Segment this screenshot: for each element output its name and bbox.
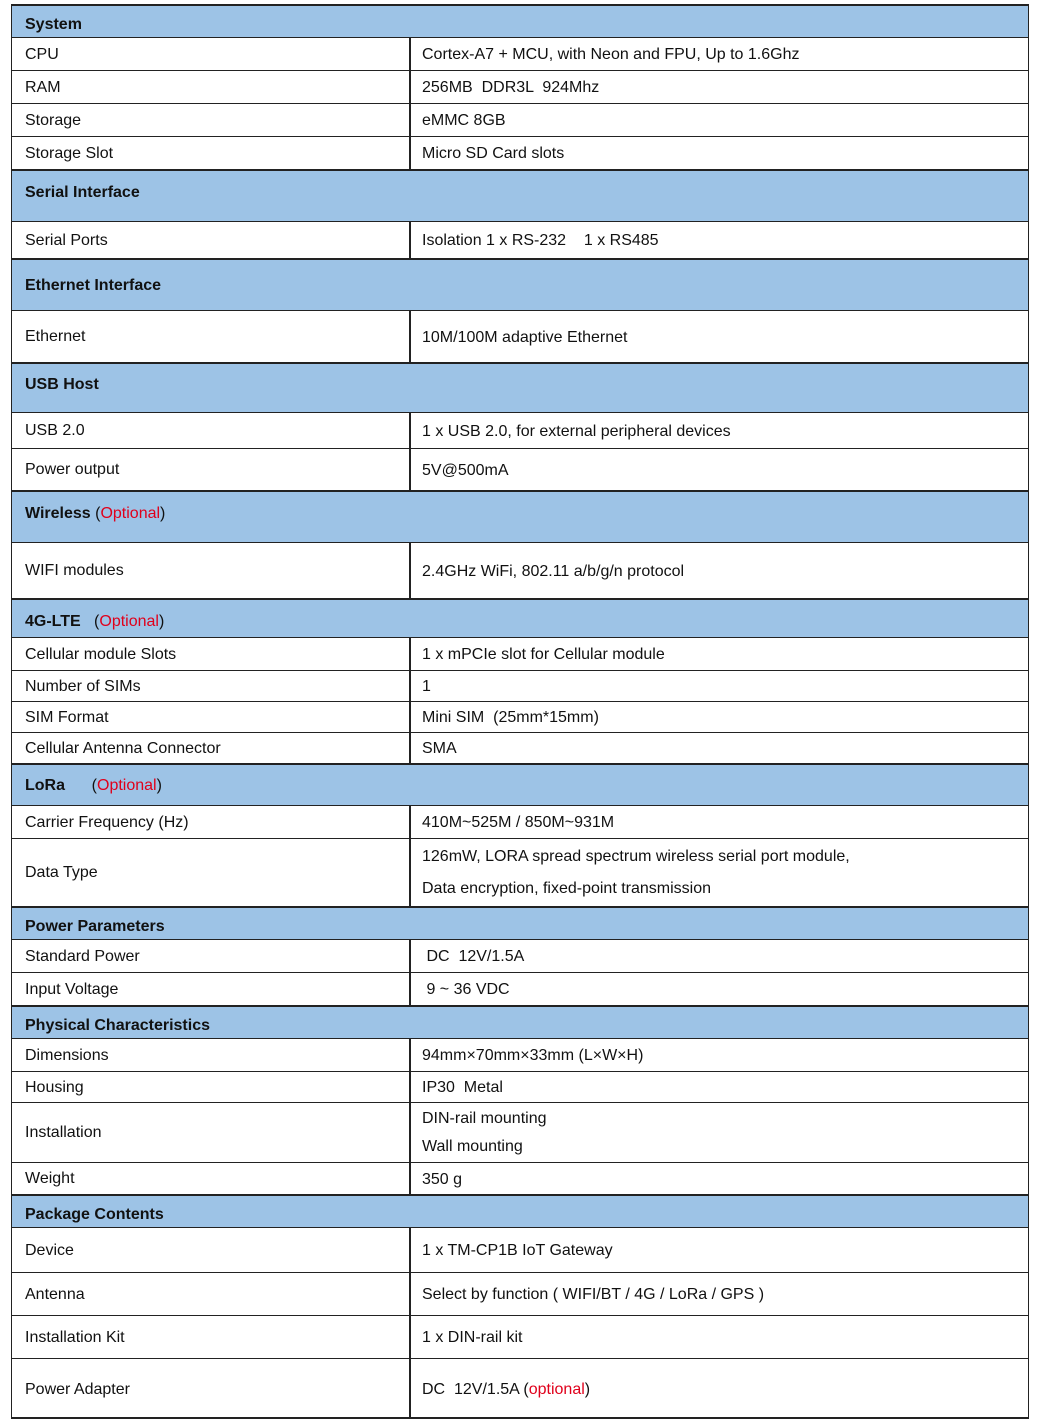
- section-title: [25, 184, 140, 202]
- spec-value-line: 10M/100M adaptive Ethernet: [422, 329, 628, 346]
- section-title-text: LoRa: [25, 777, 65, 794]
- spec-value: [422, 841, 850, 905]
- section-title: [25, 277, 161, 295]
- section-header: [11, 598, 1029, 637]
- section-title-text: Ethernet Interface: [25, 277, 162, 294]
- spec-value-line: DC 12V/1.5A (optional): [422, 1381, 591, 1398]
- spec-row: [11, 37, 1029, 70]
- spec-label: Antenna: [25, 1286, 85, 1303]
- spec-value-line: Wall mounting: [422, 1138, 523, 1155]
- section-header: [11, 169, 1029, 221]
- spec-value-line: Isolation 1 x RS-232 1 x RS485: [422, 232, 659, 249]
- spec-value: [422, 38, 799, 71]
- spec-label: Dimensions: [25, 1047, 109, 1064]
- spec-value: [422, 224, 659, 257]
- spec-row: [11, 1102, 1029, 1162]
- section-header: [11, 4, 1029, 37]
- spec-value: [422, 415, 731, 448]
- spec-label: Standard Power: [25, 948, 140, 965]
- spec-label: Weight: [25, 1170, 75, 1187]
- spec-label: Cellular module Slots: [25, 646, 177, 663]
- spec-value-line: 126mW, LORA spread spectrum wireless serial port module,: [422, 848, 850, 865]
- spec-value-line: 1 x mPCIe slot for Cellular module: [422, 646, 665, 663]
- column-divider: [409, 1316, 411, 1358]
- column-divider: [409, 311, 411, 362]
- spec-label: Power Adapter: [25, 1381, 130, 1398]
- section-title-text: System: [25, 16, 82, 33]
- spec-value: [422, 137, 564, 170]
- column-divider: [409, 733, 411, 763]
- spec-row: [11, 1315, 1029, 1358]
- spec-value: [422, 454, 509, 487]
- spec-value-line: 350 g: [422, 1171, 463, 1188]
- spec-label: Data Type: [25, 864, 98, 881]
- spec-label: Serial Ports: [25, 232, 108, 249]
- section-title: [25, 505, 165, 523]
- spec-value-line: 410M~525M / 850M~931M: [422, 814, 615, 831]
- spec-label: CPU: [25, 46, 59, 63]
- spec-value: [422, 806, 614, 839]
- section-header: [11, 1194, 1029, 1227]
- section-header: [11, 258, 1029, 310]
- column-divider: [409, 137, 411, 169]
- optional-note: (Optional): [80, 613, 165, 630]
- optional-note: (Optional): [65, 777, 162, 794]
- spec-value-line: 94mm×70mm×33mm (L×W×H): [422, 1047, 644, 1064]
- spec-row: [11, 637, 1029, 670]
- spec-row: [11, 136, 1029, 169]
- spec-value: [422, 1321, 522, 1354]
- spec-row: [11, 70, 1029, 103]
- spec-label: Ethernet: [25, 328, 86, 345]
- column-divider: [409, 449, 411, 490]
- section-header: [11, 490, 1029, 542]
- spec-value: [422, 555, 684, 588]
- section-title-text: USB Host: [25, 376, 99, 393]
- spec-label: SIM Format: [25, 709, 109, 726]
- spec-value-line: Mini SIM (25mm*15mm): [422, 709, 599, 726]
- spec-value-line: Micro SD Card slots: [422, 145, 565, 162]
- spec-row: [11, 939, 1029, 972]
- spec-value-line: SMA: [422, 740, 457, 757]
- section-title-text: 4G-LTE: [25, 613, 81, 630]
- spec-value: [422, 1039, 643, 1072]
- section-title: [25, 777, 162, 795]
- spec-value: [422, 940, 524, 973]
- optional-note: (Optional): [90, 505, 166, 522]
- spec-value: [422, 321, 627, 354]
- spec-row: [11, 103, 1029, 136]
- spec-row: [11, 1227, 1029, 1272]
- spec-value: [422, 1105, 546, 1161]
- section-title: [25, 918, 165, 936]
- spec-label: USB 2.0: [25, 422, 85, 439]
- spec-row: [11, 838, 1029, 906]
- spec-value-line: DIN-rail mounting: [422, 1110, 547, 1127]
- spec-value: [422, 670, 431, 703]
- column-divider: [409, 702, 411, 732]
- spec-value-line: Data encryption, fixed-point transmission: [422, 880, 712, 897]
- spec-value: [422, 1234, 613, 1267]
- spec-row: [11, 670, 1029, 701]
- spec-label: RAM: [25, 79, 61, 96]
- spec-label: Storage Slot: [25, 145, 114, 162]
- section-title-text: Package Contents: [25, 1206, 164, 1223]
- column-divider: [409, 940, 411, 972]
- spec-row: [11, 1162, 1029, 1194]
- spec-label: Device: [25, 1242, 74, 1259]
- spec-row: [11, 412, 1029, 448]
- spec-value-line: Select by function ( WIFI/BT / 4G / LoRa / GPS ): [422, 1286, 765, 1303]
- spec-label: Cellular Antenna Connector: [25, 740, 221, 757]
- spec-row: [11, 1358, 1029, 1419]
- column-divider: [409, 413, 411, 448]
- section-header: [11, 1005, 1029, 1038]
- spec-label: Installation Kit: [25, 1329, 125, 1346]
- column-divider: [409, 638, 411, 670]
- spec-label: Housing: [25, 1079, 84, 1096]
- spec-row: [11, 310, 1029, 362]
- section-title: [25, 16, 82, 34]
- spec-value: [422, 1163, 462, 1196]
- spec-value-line: IP30 Metal: [422, 1079, 503, 1096]
- column-divider: [409, 71, 411, 103]
- column-divider: [409, 1163, 411, 1194]
- spec-row: [11, 732, 1029, 763]
- spec-value-line: 5V@500mA: [422, 462, 509, 479]
- spec-label: Storage: [25, 112, 82, 129]
- spec-value-line: 9 ~ 36 VDC: [422, 981, 510, 998]
- section-title: [25, 1206, 164, 1224]
- column-divider: [409, 1072, 411, 1102]
- column-divider: [409, 806, 411, 838]
- column-divider: [409, 839, 411, 906]
- spec-row: [11, 1038, 1029, 1071]
- column-divider: [409, 543, 411, 598]
- spec-value: [422, 1373, 590, 1406]
- spec-row: [11, 448, 1029, 490]
- spec-value: [422, 701, 599, 734]
- spec-value-line: 1 x USB 2.0, for external peripheral devices: [422, 423, 731, 440]
- spec-value-line: 256MB DDR3L 924Mhz: [422, 79, 600, 96]
- spec-value: [422, 1278, 764, 1311]
- spec-label: Input Voltage: [25, 981, 119, 998]
- spec-value: [422, 732, 457, 765]
- section-title-text: Wireless: [25, 505, 91, 522]
- spec-row: [11, 1272, 1029, 1315]
- column-divider: [409, 1103, 411, 1162]
- spec-value: [422, 1071, 503, 1104]
- spec-value-line: 2.4GHz WiFi, 802.11 a/b/g/n protocol: [422, 563, 685, 580]
- section-header: [11, 906, 1029, 939]
- spec-row: [11, 805, 1029, 838]
- spec-label: Power output: [25, 461, 120, 478]
- spec-row: [11, 221, 1029, 258]
- spec-row: [11, 972, 1029, 1005]
- section-title-text: Serial Interface: [25, 184, 140, 201]
- column-divider: [409, 104, 411, 136]
- column-divider: [409, 1359, 411, 1417]
- column-divider: [409, 1039, 411, 1071]
- spec-row: [11, 1071, 1029, 1102]
- section-title: [25, 613, 164, 631]
- column-divider: [409, 671, 411, 701]
- column-divider: [409, 1273, 411, 1315]
- column-divider: [409, 1228, 411, 1272]
- section-header: [11, 763, 1029, 805]
- spec-value-line: 1 x TM-CP1B IoT Gateway: [422, 1242, 613, 1259]
- section-header: [11, 362, 1029, 412]
- spec-value-line: DC 12V/1.5A: [422, 948, 525, 965]
- optional-note: optional: [528, 1381, 585, 1398]
- spec-value-line: 1: [422, 678, 431, 695]
- spec-label: WIFI modules: [25, 562, 124, 579]
- spec-value: [422, 71, 599, 104]
- column-divider: [409, 973, 411, 1005]
- spec-row: [11, 701, 1029, 732]
- section-title: [25, 1017, 210, 1035]
- spec-row: [11, 542, 1029, 598]
- spec-value: [422, 104, 506, 137]
- spec-value-line: Cortex-A7 + MCU, with Neon and FPU, Up to 1.6Ghz: [422, 46, 800, 63]
- column-divider: [409, 38, 411, 70]
- spec-value: [422, 638, 665, 671]
- spec-label: Installation: [25, 1124, 102, 1141]
- spec-value-line: 1 x DIN-rail kit: [422, 1329, 523, 1346]
- section-title-text: Physical Characteristics: [25, 1017, 210, 1034]
- column-divider: [409, 222, 411, 258]
- spec-value-line: eMMC 8GB: [422, 112, 506, 129]
- spec-label: Carrier Frequency (Hz): [25, 814, 189, 831]
- spec-label: Number of SIMs: [25, 678, 141, 695]
- spec-value: [422, 973, 510, 1006]
- section-title: [25, 376, 99, 394]
- section-title-text: Power Parameters: [25, 918, 165, 935]
